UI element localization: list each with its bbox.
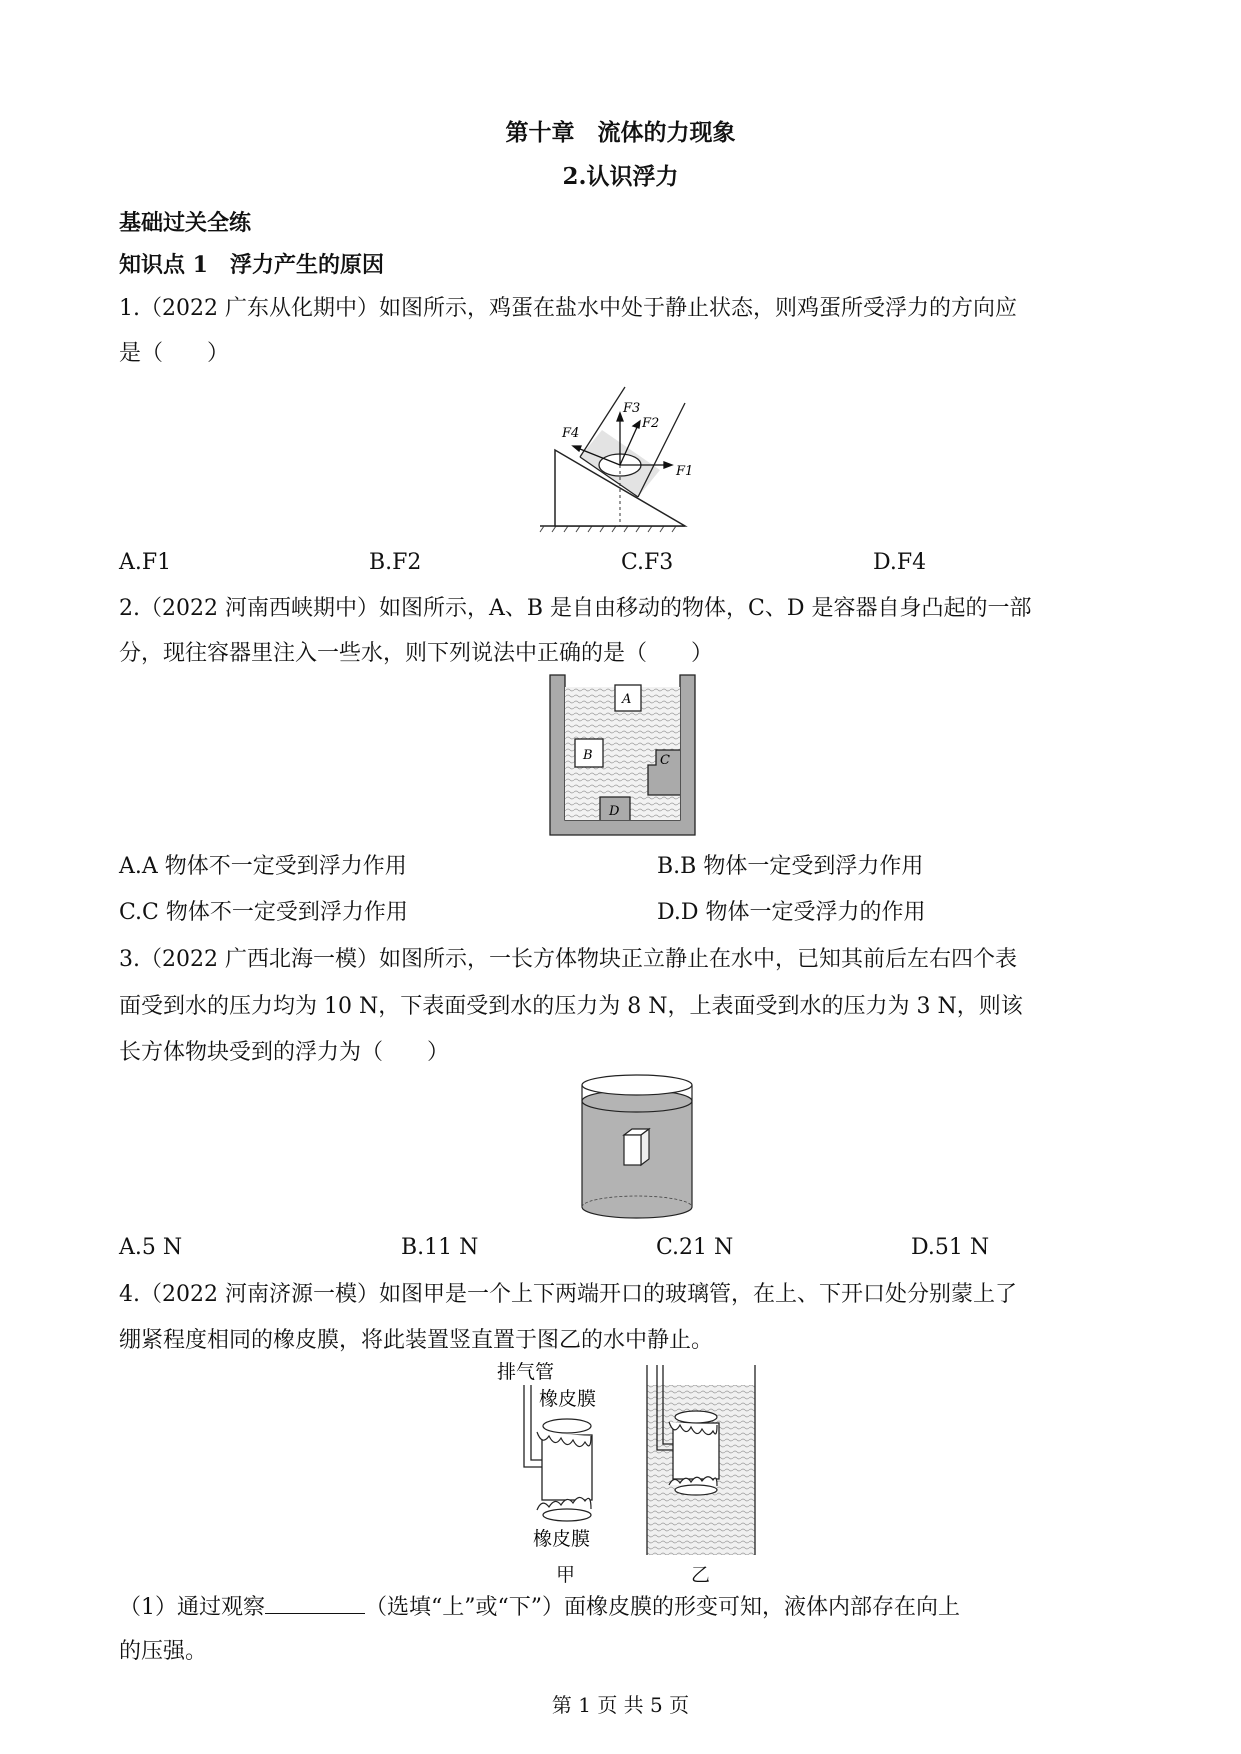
q3-figure [580,1075,695,1220]
q2-option-b: B.B 物体一定受到浮力作用 [657,854,924,879]
q4-label-membrane-top: 橡皮膜 [539,1388,597,1410]
q4-sub1-line1 [119,1591,960,1623]
chapter-title: 第十章 流体的力现象 [505,119,736,146]
q1-label-f1: F1 [676,464,694,479]
q1-option-a: A.F1 [119,550,172,575]
section-heading: 基础过关全练 [119,210,252,236]
q4-sub1-line2: 的压强。 [119,1639,208,1664]
q1-stem-line2: 是（ ） [119,341,230,366]
q1-stem-line1: 1.（2022 广东从化期中）如图所示，鸡蛋在盐水中处于静止状态，则鸡蛋所受浮力的方向应 [119,296,1017,321]
q4-stem-line2: 绷紧程度相同的橡皮膜，将此装置竖直置于图乙的水中静止。 [119,1328,714,1353]
q3-option-d: D.51 N [911,1235,990,1260]
q1-option-b: B.F2 [369,550,422,575]
q3-option-c: C.21 N [656,1235,734,1260]
q1-label-f2: F2 [642,416,660,431]
q1-option-d: D.F4 [873,550,927,575]
q4-label-membrane-bottom: 橡皮膜 [533,1528,591,1550]
q3-stem-line3: 长方体物块受到的浮力为（ ） [119,1040,450,1065]
q4-label-fig-b: 乙 [691,1564,711,1586]
q4-sub1-answer-blank[interactable] [265,1591,365,1614]
knowledge-point-heading: 知识点 1 浮力产生的原因 [119,252,384,278]
q4-stem-line1: 4.（2022 河南济源一模）如图甲是一个上下两端开口的玻璃管，在上、下开口处分别蒙上了 [119,1282,1017,1307]
q1-label-f4: F4 [562,426,580,441]
q1-figure [540,395,700,545]
q2-option-c: C.C 物体不一定受到浮力作用 [119,900,408,925]
q2-stem-line1: 2.（2022 河南西峡期中）如图所示，A、B 是自由移动的物体，C、D 是容器自身凸起的一部 [119,596,1032,621]
q1-label-f3: F3 [623,401,641,416]
q4-label-exhaust: 排气管 [497,1361,555,1383]
q2-label-b: B [583,748,593,763]
q4-figure-b [645,1365,760,1555]
q3-option-b: B.11 N [401,1235,479,1260]
q1-option-c: C.F3 [621,550,674,575]
q2-figure [550,675,695,835]
q4-label-fig-a: 甲 [556,1564,576,1586]
q4-sub1-prefix: （1）通过观察 [119,1595,265,1620]
lesson-title: 2.认识浮力 [562,163,679,190]
q4-sub1-suffix: （选填“上”或“下”）面橡皮膜的形变可知，液体内部存在向上 [365,1595,960,1620]
q4-figure-a [497,1360,617,1555]
q3-stem-line2: 面受到水的压力均为 10 N，下表面受到水的压力为 8 N，上表面受到水的压力为 3 N，则该 [119,994,1023,1019]
q2-label-c: C [660,753,670,768]
q2-stem-line2: 分，现往容器里注入一些水，则下列说法中正确的是（ ） [119,641,714,666]
page-footer: 第 1 页 共 5 页 [551,1693,690,1717]
q2-label-a: A [622,692,632,707]
q2-label-d: D [609,804,620,819]
q3-option-a: A.5 N [119,1235,183,1260]
q3-stem-line1: 3.（2022 广西北海一模）如图所示，一长方体物块正立静止在水中，已知其前后左右四个表 [119,947,1017,972]
q2-option-a: A.A 物体不一定受到浮力作用 [119,854,407,879]
q2-option-d: D.D 物体一定受浮力的作用 [657,900,926,925]
